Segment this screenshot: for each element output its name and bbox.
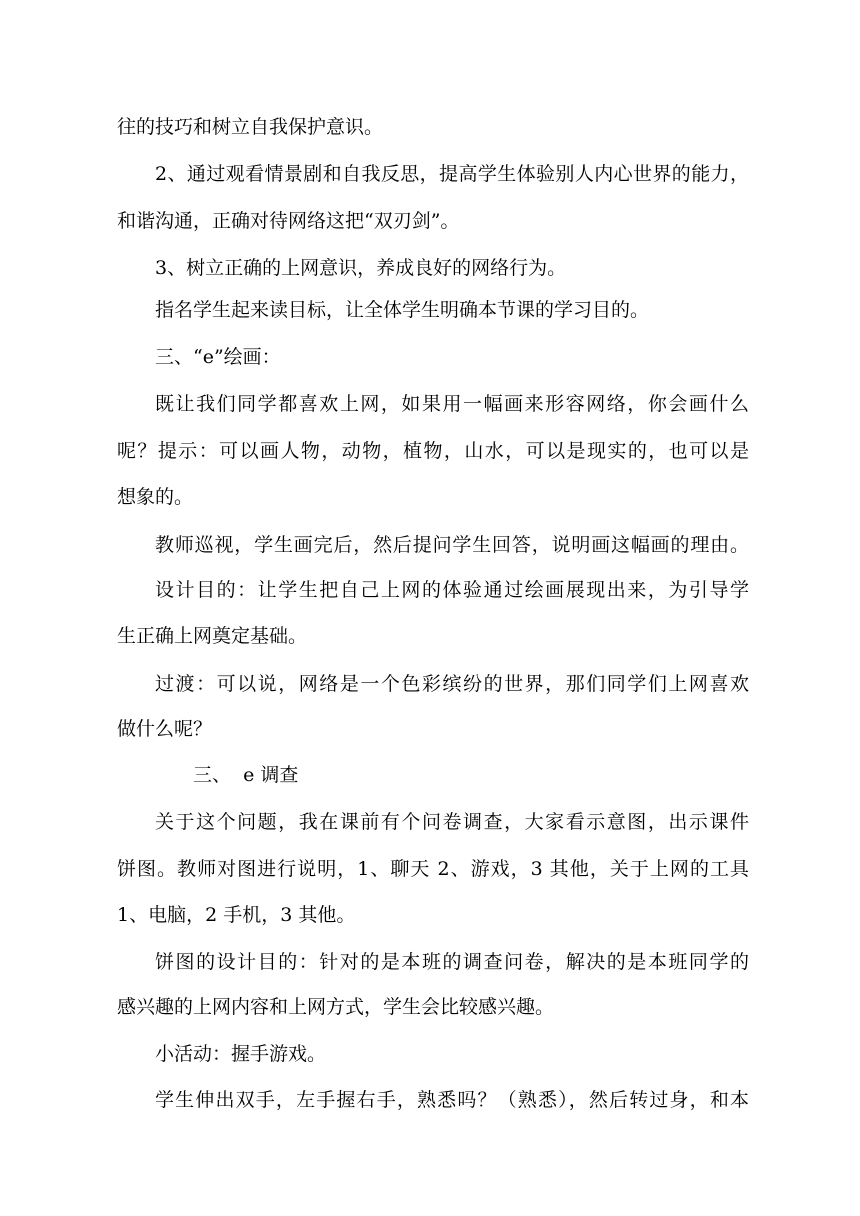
paragraph-line: 过渡：可以说，网络是一个色彩缤纷的世界，那们同学们上网喜欢 <box>155 673 749 695</box>
paragraph-line: 呢？提示：可以画人物，动物，植物，山水，可以是现实的，也可以是 <box>117 440 749 462</box>
section-heading: 三、“e”绘画： <box>155 346 281 368</box>
paragraph-line: 1、电脑，2 手机，3 其他。 <box>117 904 356 926</box>
paragraph-line: 做什么呢？ <box>117 718 213 740</box>
paragraph-line: 指名学生起来读目标，让全体学生明确本节课的学习目的。 <box>155 299 650 321</box>
paragraph-line: 3、树立正确的上网意识，养成良好的网络行为。 <box>155 257 567 279</box>
paragraph-line: 既让我们同学都喜欢上网，如果用一幅画来形容网络，你会画什么 <box>155 393 749 415</box>
paragraph-line: 小活动：握手游戏。 <box>155 1043 327 1065</box>
paragraph-line: 饼图。教师对图进行说明，1、聊天 2、游戏，3 其他，关于上网的工具 <box>117 858 749 880</box>
section-heading: 三、 e 调查 <box>193 764 299 786</box>
paragraph-line: 关于这个问题，我在课前有个问卷调查，大家看示意图，出示课件 <box>155 811 749 833</box>
paragraph-line: 生正确上网奠定基础。 <box>117 625 308 647</box>
paragraph-line: 往的技巧和树立自我保护意识。 <box>117 116 384 138</box>
paragraph-line: 设计目的：让学生把自己上网的体验通过绘画展现出来，为引导学 <box>155 579 749 601</box>
paragraph-line: 学生伸出双手，左手握右手，熟悉吗？（熟悉），然后转过身，和本 <box>155 1089 749 1111</box>
paragraph-line: 教师巡视，学生画完后，然后提问学生回答，说明画这幅画的理由。 <box>155 534 749 556</box>
paragraph-line: 2、通过观看情景剧和自我反思，提高学生体验别人内心世界的能力， <box>155 163 749 185</box>
paragraph-line: 想象的。 <box>117 486 194 508</box>
paragraph-line: 和谐沟通，正确对待网络这把“双刃剑”。 <box>117 210 460 232</box>
paragraph-line: 饼图的设计目的：针对的是本班的调查问卷，解决的是本班同学的 <box>155 951 749 973</box>
paragraph-line: 感兴趣的上网内容和上网方式，学生会比较感兴趣。 <box>117 996 555 1018</box>
